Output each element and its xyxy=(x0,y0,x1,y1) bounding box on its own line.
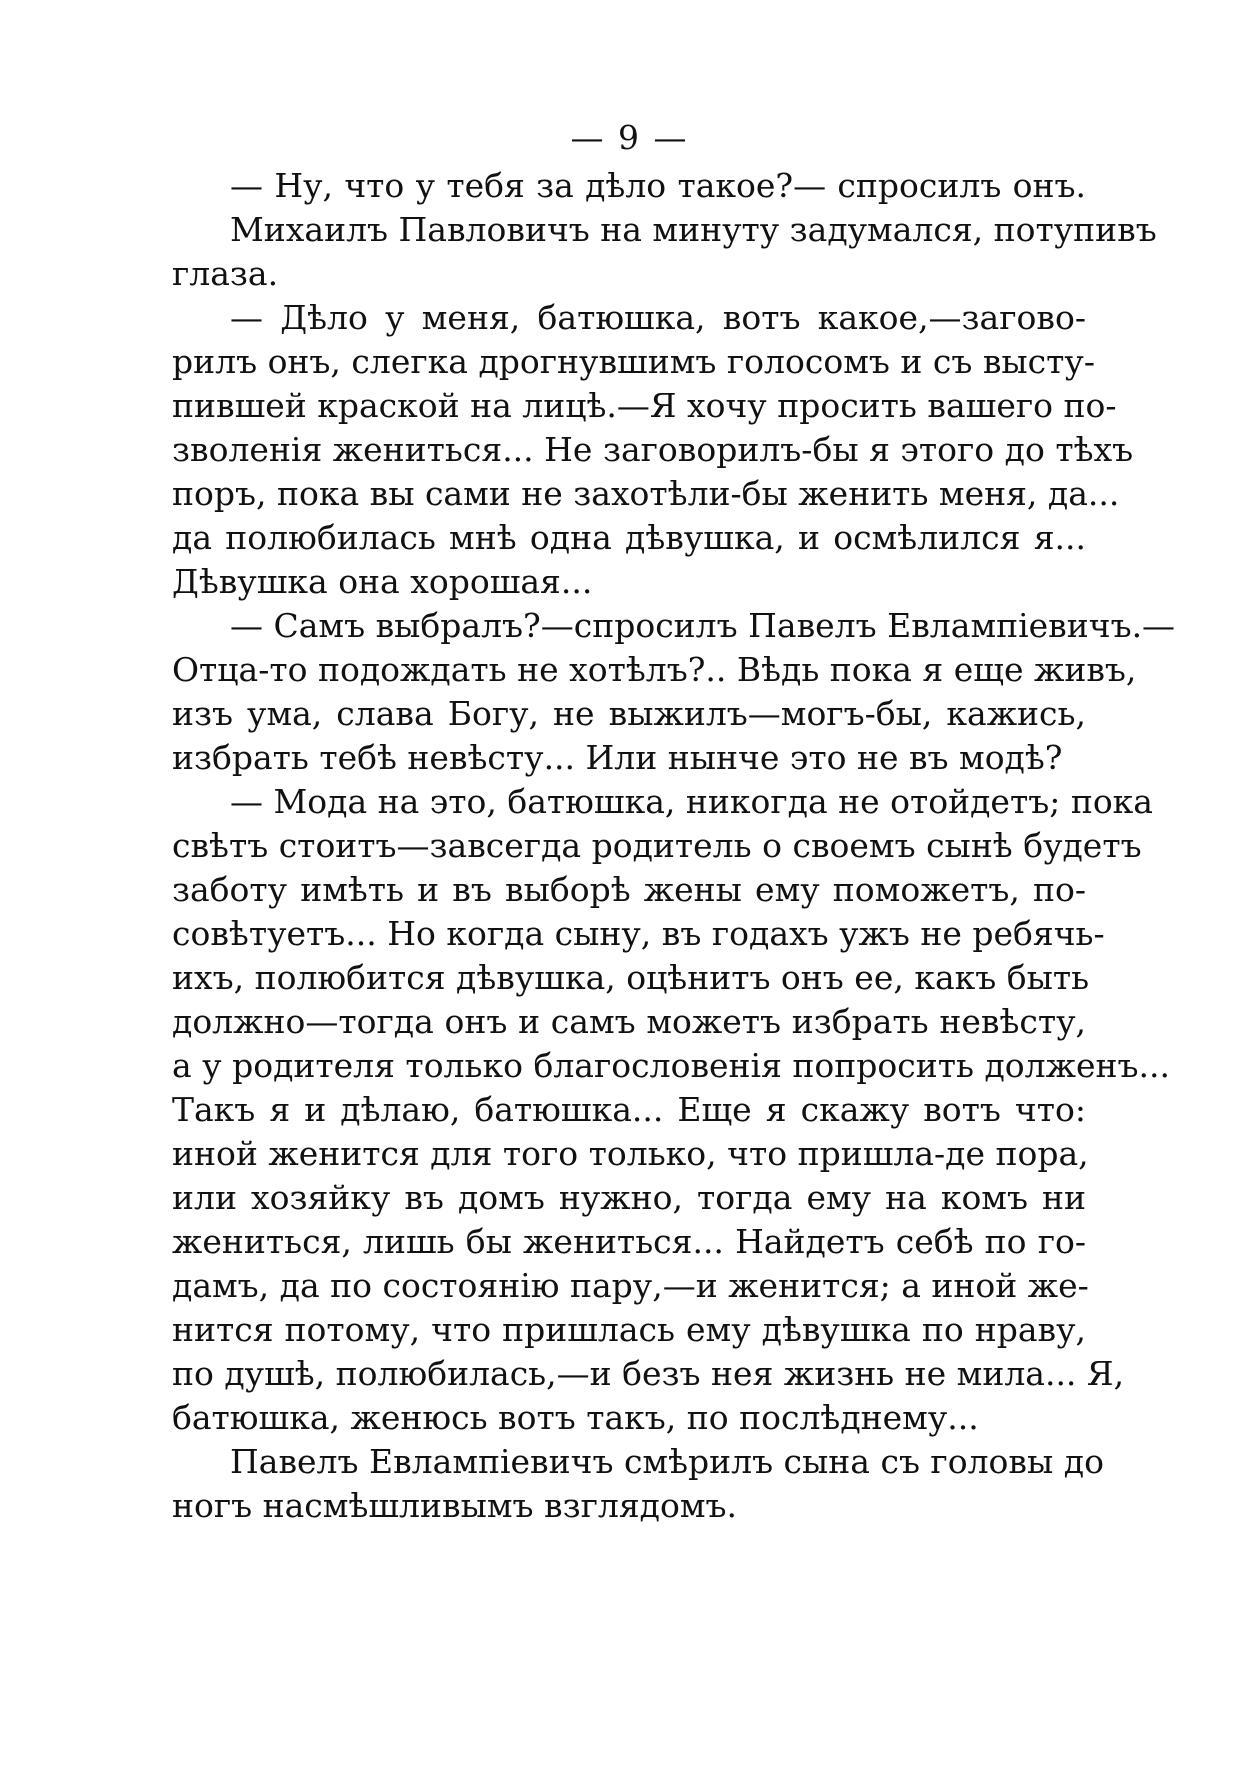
text-line: дамъ, да по состоянію пару,—и женится; а иной же- xyxy=(172,1266,1089,1305)
text-line: Михаилъ Павловичъ на минуту задумался, потупивъ xyxy=(230,210,1157,249)
text-line: Отца-то подождать не хотѣлъ?.. Вѣдь пока я еще живъ, xyxy=(172,650,1137,689)
text-line: по душѣ, полюбилась,—и безъ нея жизнь не мила... Я, xyxy=(172,1354,1125,1393)
text-line: избрать тебѣ невѣсту... Или нынче это не въ модѣ? xyxy=(172,738,1063,777)
text-line: ногъ насмѣшливымъ взглядомъ. xyxy=(172,1486,737,1525)
text-line: нится потому, что пришлась ему дѣвушка по нраву, xyxy=(172,1310,1086,1349)
text-line: ихъ, полюбится дѣвушка, оцѣнитъ онъ ее, какъ быть xyxy=(172,958,1090,997)
text-line: Дѣвушка она хорошая... xyxy=(172,562,593,601)
page-number: — 9 — xyxy=(570,118,689,157)
text-line: заботу имѣть и въ выборѣ жены ему поможетъ, по- xyxy=(172,870,1086,909)
text-line: свѣтъ стоитъ—завсегда родитель о своемъ сынѣ будетъ xyxy=(172,826,1142,865)
text-line: — Самъ выбралъ?—спросилъ Павелъ Евлампіевичъ.— xyxy=(230,606,1176,645)
text-line: да полюбилась мнѣ одна дѣвушка, и осмѣлился я... xyxy=(172,518,1086,557)
text-line: совѣтуетъ... Но когда сыну, въ годахъ ужъ не ребячь- xyxy=(172,914,1105,953)
text-line: жениться, лишь бы жениться... Найдетъ себѣ по го- xyxy=(172,1222,1086,1261)
text-line: поръ, пока вы сами не захотѣли-бы женить меня, да... xyxy=(172,474,1120,513)
text-line: Такъ я и дѣлаю, батюшка... Еще я скажу вотъ что: xyxy=(172,1090,1086,1129)
text-line: а у родителя только благословенія попросить долженъ... xyxy=(172,1046,1170,1085)
text-line: глаза. xyxy=(172,254,279,293)
text-line: пившей краской на лицѣ.—Я хочу просить вашего по- xyxy=(172,386,1117,425)
text-line: зволенія жениться... Не заговорилъ-бы я этого до тѣхъ xyxy=(172,430,1134,469)
text-line: — Мода на это, батюшка, никогда не отойдетъ; пока xyxy=(230,782,1153,821)
text-line: изъ ума, слава Богу, не выжилъ—могъ-бы, кажись, xyxy=(172,694,1086,733)
text-line: Павелъ Евлампіевичъ смѣрилъ сына съ головы до xyxy=(230,1442,1104,1481)
text-line: должно—тогда онъ и самъ можетъ избрать невѣсту, xyxy=(172,1002,1086,1041)
text-line: иной женится для того только, что пришла-де пора, xyxy=(172,1134,1089,1173)
text-line: или хозяйку въ домъ нужно, тогда ему на комъ ни xyxy=(172,1178,1086,1217)
text-line: батюшка, женюсь вотъ такъ, по послѣднему... xyxy=(172,1398,979,1437)
text-line: — Ну, что у тебя за дѣло такое?— спросилъ онъ. xyxy=(230,166,1086,205)
text-line: рилъ онъ, слегка дрогнувшимъ голосомъ и съ высту- xyxy=(172,342,1095,381)
text-line: — Дѣло у меня, батюшка, вотъ какое,—загово- xyxy=(230,298,1086,337)
